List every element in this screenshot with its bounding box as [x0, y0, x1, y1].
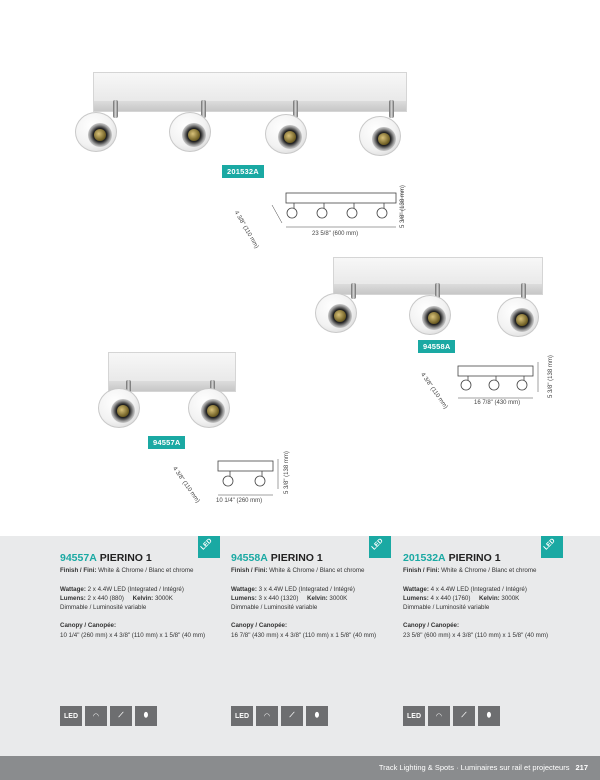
spot-head: [409, 295, 451, 335]
spec-201532A: LED 201532A PIERINO 1 Finish / Fini: White & Chrome / Blanc et chrome Wattage: 4 x 4.4W LED (Integrated / Intégré) Lumens: 4 x 440 (1760) Kelvin: 3000K Dimmable / Luminosité variable Canopy / Canopée: 23 5/8" (600 mm) x 4 3/8" (110 mm) x 1 5/8" (40 mm) LED ◠ ⟋ ⬮: [403, 536, 573, 780]
feature-icons: [60, 706, 157, 728]
adjustable-icon: ⟋: [110, 706, 132, 726]
spec-94558A: LED 94558A PIERINO 1 Finish / Fini: White & Chrome / Blanc et chrome Wattage: 3 x 4.4W LED (Integrated / Intégré) Lumens: 3 x 440 (1320) Kelvin: 3000K Dimmable / Luminosité variable Canopy / Canopée: 16 7/8" (430 mm) x 4 3/8" (110 mm) x 1 5/8" (40 mm) LED ◠ ⟋ ⬮: [231, 536, 401, 780]
adjustable-icon: ⟋: [281, 706, 303, 726]
page-footer: [0, 756, 600, 780]
product-photo-94557A: [98, 350, 243, 432]
spec-94557A: LED 94557A PIERINO 1 Finish / Fini: White & Chrome / Blanc et chrome Wattage: 2 x 4.4W LED (Integrated / Intégré) Lumens: 2 x 440 (880) Kelvin: 3000K Dimmable / Luminosité variable Canopy / Canopée: 10 1/4" (260 mm) x 4 3/8" (110 mm) x 1 5/8" (40 mm) LED ◠ ⟋ ⬮: [60, 536, 230, 780]
spot-head: [359, 116, 401, 156]
feature-icons: [403, 706, 500, 728]
spot-head: [169, 112, 211, 152]
dimension-width: 10 1/4" (260 mm): [216, 498, 263, 504]
led-badge: LED: [369, 536, 391, 558]
led-badge: LED: [541, 536, 563, 558]
dimension-height: 5 3/8" (138 mm): [548, 355, 554, 398]
dimension-depth: 4 3/8" (110 mm): [171, 466, 201, 505]
product-photo-94558A: [315, 255, 545, 345]
dimmable-icon: ◠: [85, 706, 107, 726]
rotatable-icon: ⬮: [478, 706, 500, 726]
spot-head: [98, 388, 140, 428]
led-icon: LED: [403, 706, 425, 726]
dimension-width: 16 7/8" (430 mm): [474, 400, 521, 406]
product-title: 94557A PIERINO 1: [60, 552, 152, 564]
dimension-height: 5 3/8" (138 mm): [400, 185, 406, 228]
product-photo-201532A: [75, 70, 415, 170]
footer-section: Track Lighting & Spots · Luminaires sur rail et projecteurs: [378, 763, 570, 772]
adjustable-icon: ⟋: [453, 706, 475, 726]
spec-band: [0, 536, 600, 780]
spot-head: [497, 297, 539, 337]
product-code-tag: 94558A: [418, 340, 455, 353]
spot-head: [75, 112, 117, 152]
dimmable-icon: ◠: [256, 706, 278, 726]
feature-icons: [231, 706, 328, 728]
spot-head: [315, 293, 357, 333]
rotatable-icon: ⬮: [306, 706, 328, 726]
canopy-plate: [93, 72, 407, 112]
dimmable-icon: ◠: [428, 706, 450, 726]
product-code-tag: 94557A: [148, 436, 185, 449]
product-title: 201532A PIERINO 1: [403, 552, 501, 564]
dimension-height: 5 3/8" (138 mm): [284, 451, 290, 494]
product-code-tag: 201532A: [222, 165, 264, 178]
spot-head: [265, 114, 307, 154]
page-number: 217: [575, 763, 588, 772]
dimension-depth: 4 3/8" (110 mm): [419, 372, 449, 411]
led-badge: LED: [198, 536, 220, 558]
rotatable-icon: ⬮: [135, 706, 157, 726]
dimension-depth: 4 3/8" (110 mm): [232, 210, 260, 250]
product-title: 94558A PIERINO 1: [231, 552, 323, 564]
led-icon: LED: [231, 706, 253, 726]
dimension-width: 23 5/8" (600 mm): [312, 231, 359, 237]
spot-head: [188, 388, 230, 428]
led-icon: LED: [60, 706, 82, 726]
